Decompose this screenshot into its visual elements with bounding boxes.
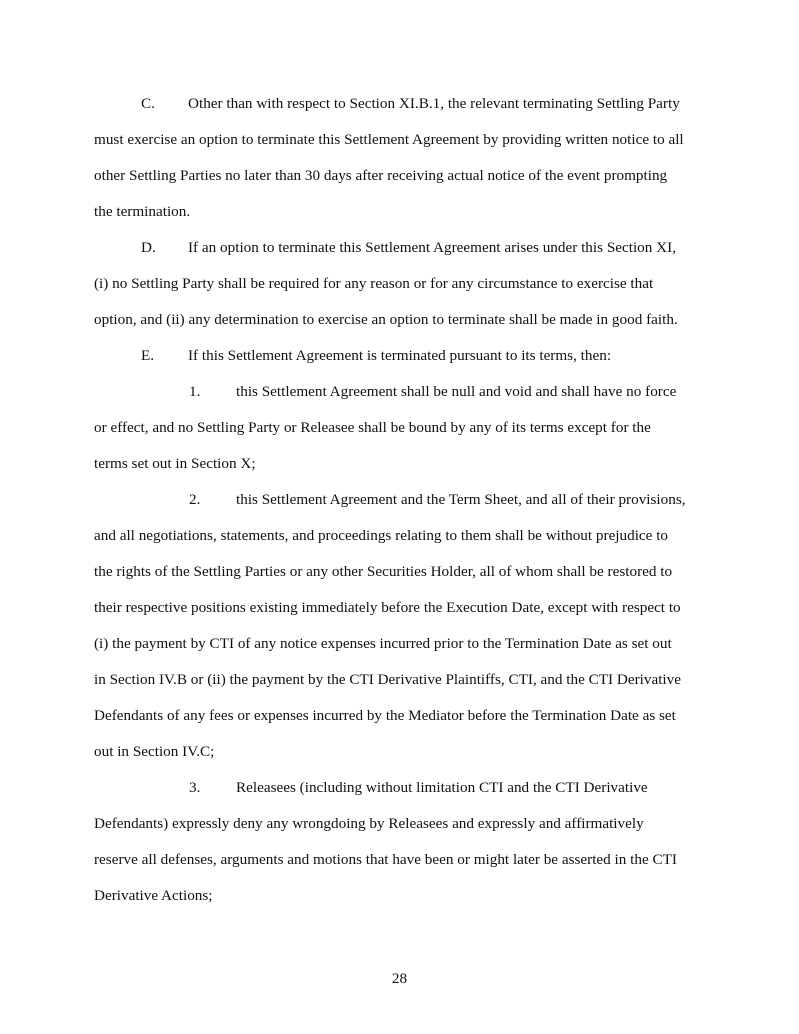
paragraph-c-line-3: other Settling Parties no later than 30 days after receiving actual notice of the event prompting	[94, 167, 668, 184]
paragraph-e3-line-1	[189, 779, 648, 797]
paragraph-c-line-4: the termination.	[94, 203, 191, 220]
paragraph-c-text: Other than with respect to Section XI.B.1, the relevant terminating Settling Party	[188, 95, 680, 112]
paragraph-d-text: If an option to terminate this Settlement Agreement arises under this Section XI,	[188, 239, 676, 256]
paragraph-e3-line-3: reserve all defenses, arguments and motions that have been or might later be asserted in the CTI	[94, 851, 677, 868]
paragraph-e1-label: 1.	[189, 383, 201, 400]
paragraph-d-line-2: (i) no Settling Party shall be required for any reason or for any circumstance to exercise that	[94, 275, 654, 292]
paragraph-d-line-1	[141, 239, 676, 257]
paragraph-c-line-2: must exercise an option to terminate this Settlement Agreement by providing written notice to all	[94, 131, 684, 148]
paragraph-d-label: D.	[141, 239, 156, 256]
paragraph-e2-line-6: in Section IV.B or (ii) the payment by the CTI Derivative Plaintiffs, CTI, and the CTI Derivative	[94, 671, 681, 688]
paragraph-c-label: C.	[141, 95, 155, 112]
paragraph-e2-line-2: and all negotiations, statements, and proceedings relating to them shall be without prejudice to	[94, 527, 669, 544]
paragraph-e3-line-4: Derivative Actions;	[94, 887, 213, 904]
paragraph-e-line-1	[141, 347, 611, 365]
page-number: 28	[391, 970, 408, 987]
paragraph-e2-line-5: (i) the payment by CTI of any notice expenses incurred prior to the Termination Date as set out	[94, 635, 672, 652]
paragraph-e1-line-2: or effect, and no Settling Party or Releasee shall be bound by any of its terms except for the	[94, 419, 651, 436]
paragraph-e2-label: 2.	[189, 491, 201, 508]
paragraph-e2-line-4: their respective positions existing immediately before the Execution Date, except with respect to	[94, 599, 681, 616]
paragraph-e2-line-1	[189, 491, 686, 509]
paragraph-c-line-1	[141, 95, 680, 113]
paragraph-e-text: If this Settlement Agreement is terminated pursuant to its terms, then:	[188, 347, 612, 364]
paragraph-e-label: E.	[141, 347, 155, 364]
paragraph-e2-line-7: Defendants of any fees or expenses incurred by the Mediator before the Termination Date as set	[94, 707, 676, 724]
paragraph-e2-text: this Settlement Agreement and the Term Sheet, and all of their provisions,	[236, 491, 686, 508]
paragraph-e3-label: 3.	[189, 779, 201, 796]
paragraph-e1-text: this Settlement Agreement shall be null and void and shall have no force	[236, 383, 677, 400]
paragraph-e3-text: Releasees (including without limitation CTI and the CTI Derivative	[236, 779, 648, 796]
paragraph-e3-line-2: Defendants) expressly deny any wrongdoing by Releasees and expressly and affirmatively	[94, 815, 644, 832]
paragraph-e2-line-3: the rights of the Settling Parties or any other Securities Holder, all of whom shall be restored to	[94, 563, 673, 580]
paragraph-d-line-3: option, and (ii) any determination to exercise an option to terminate shall be made in good faith.	[94, 311, 678, 328]
paragraph-e1-line-3: terms set out in Section X;	[94, 455, 256, 472]
paragraph-e1-line-1	[189, 383, 676, 401]
paragraph-e2-line-8: out in Section IV.C;	[94, 743, 215, 760]
